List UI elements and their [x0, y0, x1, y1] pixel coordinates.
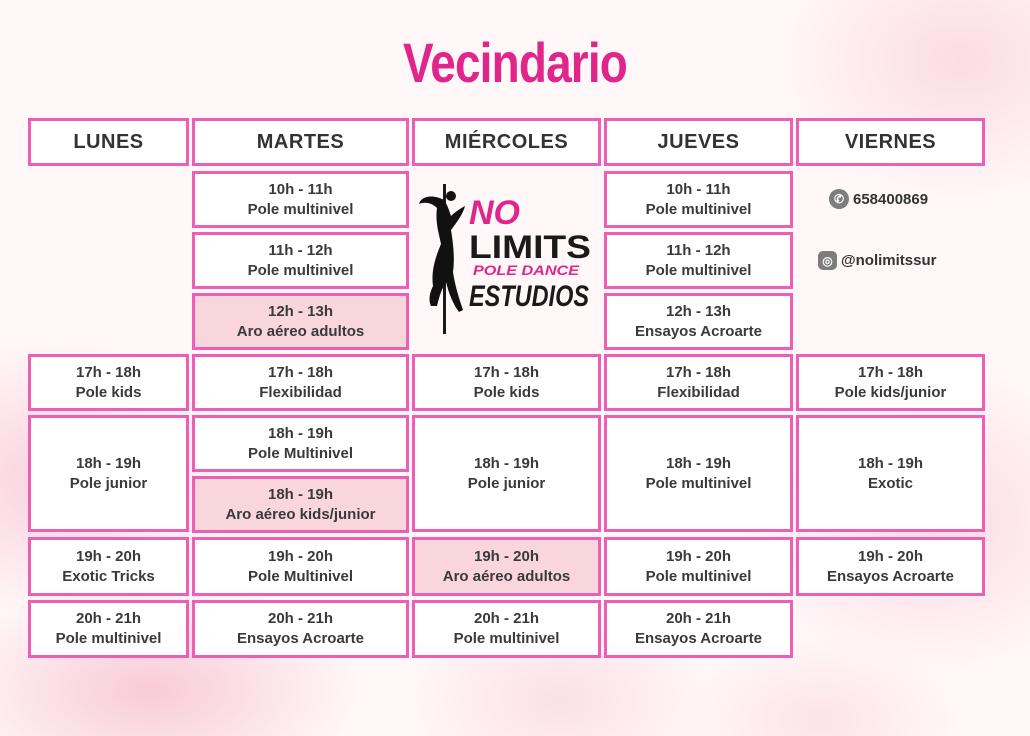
- logo-pole-dance: POLE DANCE: [473, 262, 580, 278]
- class-time: 17h - 18h: [75, 363, 142, 381]
- class-time: 19h - 20h: [665, 547, 732, 565]
- class-slot: [192, 293, 409, 350]
- class-name: Ensayos Acroarte: [826, 567, 954, 585]
- phone-number: 658400869: [853, 190, 929, 208]
- class-name: Ensayos Acroarte: [634, 322, 762, 340]
- class-slot: [192, 600, 409, 658]
- class-name: Pole kids/junior: [834, 383, 947, 401]
- class-slot: [604, 232, 793, 289]
- class-slot: [192, 415, 409, 472]
- class-time: 12h - 13h: [665, 302, 732, 320]
- class-slot: [796, 415, 985, 532]
- class-name: Pole junior: [69, 474, 148, 492]
- class-time: 12h - 13h: [267, 302, 334, 320]
- class-slot: [192, 537, 409, 596]
- class-slot: [412, 354, 601, 411]
- class-name: Ensayos Acroarte: [236, 630, 364, 647]
- class-name: Pole Multinivel: [247, 567, 353, 585]
- day-header-viernes: VIERNES: [796, 118, 985, 166]
- logo-limits: LIMITS: [469, 229, 591, 265]
- instagram-handle: @nolimitssur: [841, 252, 937, 269]
- class-time: 20h - 21h: [665, 610, 732, 627]
- class-time: 17h - 18h: [473, 363, 540, 381]
- class-slot: [28, 537, 189, 596]
- class-time: 20h - 21h: [473, 610, 540, 627]
- class-time: 18h - 19h: [857, 454, 924, 472]
- class-time: 19h - 20h: [267, 547, 334, 565]
- class-time: 10h - 11h: [666, 180, 731, 198]
- class-time: 19h - 20h: [857, 547, 924, 565]
- class-name: Pole multinivel: [247, 200, 354, 218]
- class-name: Pole multinivel: [55, 630, 162, 647]
- class-time: 19h - 20h: [473, 547, 540, 565]
- class-slot: [604, 293, 793, 350]
- class-slot: [192, 354, 409, 411]
- class-name: Pole multinivel: [645, 474, 752, 492]
- class-name: Pole multinivel: [645, 567, 752, 585]
- class-slot: [412, 537, 601, 596]
- class-slot: [28, 354, 189, 411]
- day-header-lunes: LUNES: [28, 118, 189, 166]
- class-time: 17h - 18h: [857, 363, 924, 381]
- class-name: Aro aéreo kids/junior: [225, 505, 376, 523]
- class-name: Pole junior: [467, 474, 546, 492]
- class-name: Pole multinivel: [645, 200, 752, 218]
- class-name: Aro aéreo adultos: [236, 322, 365, 340]
- class-slot: [604, 600, 793, 658]
- class-time: 18h - 19h: [267, 485, 334, 503]
- class-name: Exotic: [867, 474, 913, 492]
- class-slot: [192, 476, 409, 533]
- class-name: Pole kids: [75, 383, 142, 401]
- phone-icon: ✆: [829, 189, 849, 209]
- class-slot: [796, 354, 985, 411]
- class-name: Ensayos Acroarte: [634, 630, 762, 647]
- class-name: Pole multinivel: [247, 261, 354, 279]
- class-slot: [604, 171, 793, 228]
- class-slot: [412, 600, 601, 658]
- class-slot: [28, 600, 189, 658]
- class-name: Exotic Tricks: [62, 567, 155, 585]
- class-name: Pole kids: [473, 383, 540, 401]
- class-name: Aro aéreo adultos: [442, 567, 571, 585]
- class-time: 19h - 20h: [75, 547, 142, 565]
- class-slot: [192, 232, 409, 289]
- class-time: 10h - 11h: [268, 180, 333, 198]
- day-header-jueves: JUEVES: [604, 118, 793, 166]
- no-limits-logo: [413, 182, 597, 338]
- class-time: 17h - 18h: [267, 363, 334, 381]
- page-title: Vecindario: [402, 31, 628, 94]
- logo-no: NO: [469, 194, 520, 232]
- class-time: 17h - 18h: [665, 363, 732, 381]
- class-slot: [412, 415, 601, 532]
- class-slot: [192, 171, 409, 228]
- class-time: 20h - 21h: [267, 610, 334, 627]
- instagram-icon: ◎: [818, 251, 837, 270]
- class-time: 20h - 21h: [75, 610, 142, 627]
- class-time: 18h - 19h: [665, 454, 732, 472]
- phone-contact: [829, 189, 928, 209]
- logo-estudios: ESTUDIOS: [469, 280, 589, 313]
- class-slot: [796, 537, 985, 596]
- class-slot: [604, 354, 793, 411]
- class-time: 11h - 12h: [666, 241, 731, 259]
- class-name: Flexibilidad: [259, 383, 342, 401]
- class-name: Pole multinivel: [645, 261, 752, 279]
- class-time: 11h - 12h: [268, 241, 333, 259]
- class-slot: [604, 537, 793, 596]
- class-name: Pole Multinivel: [247, 444, 353, 462]
- class-name: Flexibilidad: [657, 383, 740, 401]
- instagram-contact: [818, 251, 936, 270]
- class-name: Pole multinivel: [453, 630, 560, 647]
- class-time: 18h - 19h: [267, 424, 334, 442]
- day-header-martes: MARTES: [192, 118, 409, 166]
- day-header-miercoles: MIÉRCOLES: [412, 118, 601, 166]
- class-slot: [28, 415, 189, 532]
- class-time: 18h - 19h: [473, 454, 540, 472]
- class-slot: [604, 415, 793, 532]
- class-time: 18h - 19h: [75, 454, 142, 472]
